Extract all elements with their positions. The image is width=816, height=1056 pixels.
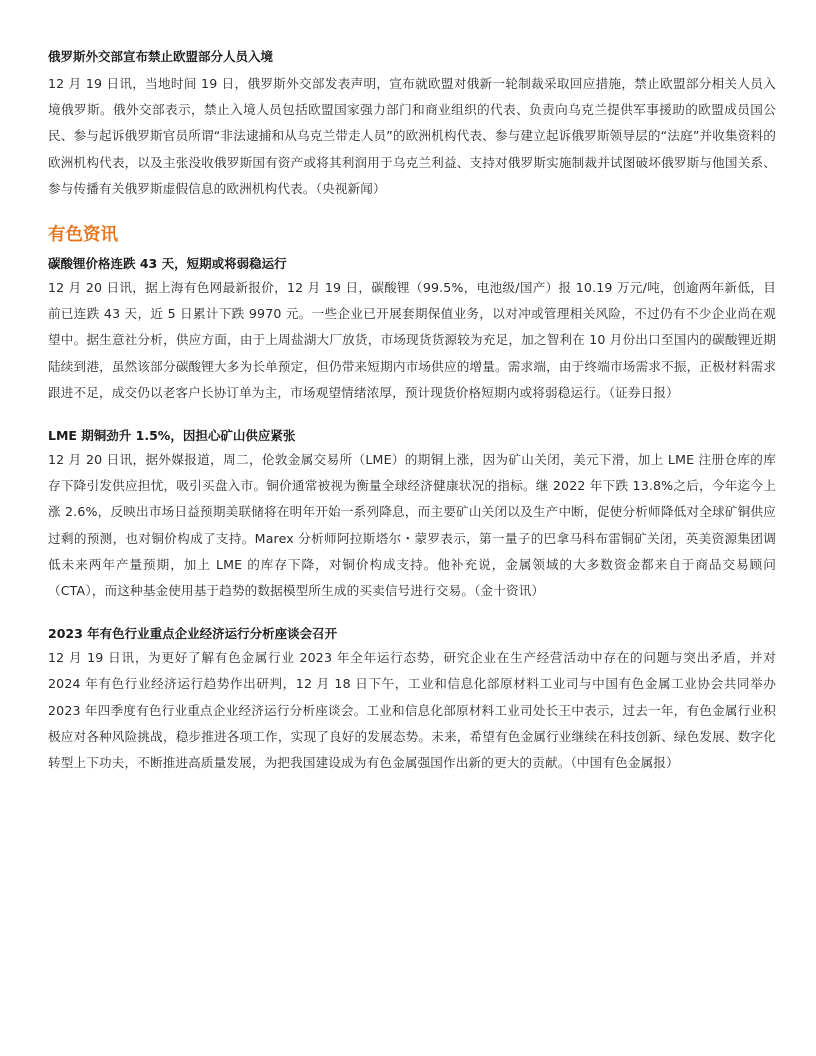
article-russia-eu-entry-ban [48,48,776,202]
article-body: 12 月 20 日讯，据外媒报道，周二，伦敦金属交易所（LME）的期铜上涨，因为矿山关闭，美元下滑，加上 LME 注册仓库的库存下降引发供应担忧，吸引买盘入市。铜价通常被视为衡量全球经济健康状况的指标。继 2022 年下跌 13.8%之后，今年迄今上涨 2.6%，反映出市场日益预期美联储将在明年开始一系列降息，而主要矿山关闭以及生产中断，促使分析师降低对全球矿铜供应过剩的预测，也对铜价构成了支持。Marex 分析师阿拉斯塔尔・蒙罗表示，第一量子的巴拿马科布雷铜矿关闭，英美资源集团调低未来两年产量预期，加上 LME 的库存下降，对铜价构成支持。他补充说，金属领域的大多数资金都来自于商品交易顾问（CTA），而这种基金使用基于趋势的数据模型所生成的买卖信号进行交易。（金十资讯） [48,452,776,599]
article-nonferrous-industry-forum [48,625,776,776]
article-title: LME 期铜劲升 1.5%，因担心矿山供应紧张 [48,428,296,444]
article-title: 碳酸锂价格连跌 43 天，短期或将弱稳运行 [48,256,287,272]
document-page [48,48,776,776]
article-title: 俄罗斯外交部宣布禁止欧盟部分人员入境 [48,49,274,64]
article-title: 2023 年有色行业重点企业经济运行分析座谈会召开 [48,626,338,642]
article-body: 12 月 20 日讯，据上海有色网最新报价，12 月 19 日，碳酸锂（99.5%，电池级/国产）报 10.19 万元/吨，创逾两年新低，目前已连跌 43 天，近 5 日累计下跌 9970 元。一些企业已开展套期保值业务，以对冲或管理相关风险，不过仍有不少企业尚在观望中。据生意社分析，供应方面，由于上周盐湖大厂放货，市场现货货源较为充足，加之智利在 10 月份出口至国内的碳酸锂近期陆续到港，虽然该部分碳酸锂大多为长单预定，但仍带来短期内市场供应的增量。需求端，由于终端市场需求不振，正极材料需求跟进不足，成交仍以老客户长协订单为主，市场观望情绪浓厚，预计现货价格短期内或将弱稳运行。（证券日报） [48,280,776,400]
article-body: 12 月 19 日讯，为更好了解有色金属行业 2023 年全年运行态势，研究企业在生产经营活动中存在的问题与突出矛盾，并对 2024 年有色行业经济运行趋势作出研判，12 月 18 日下午，工业和信息化部原材料工业司与中国有色金属工业协会共同举办 2023 年四季度有色行业重点企业经济运行分析座谈会。工业和信息化部原材料工业司处长王中表示，过去一年，有色金属行业积极应对各种风险挑战，稳步推进各项工作，实现了良好的发展态势。未来，希望有色金属行业继续在科技创新、绿色发展、数字化转型上下功夫，不断推进高质量发展，为把我国建设成为有色金属强国作出新的更大的贡献。（中国有色金属报） [48,650,776,771]
section-heading-nonferrous-news: 有色资讯 [48,225,118,246]
article-lme-copper-futures [48,427,776,604]
article-lithium-carbonate-price [48,255,776,406]
article-body: 12 月 19 日讯，当地时间 19 日，俄罗斯外交部发表声明，宣布就欧盟对俄新一轮制裁采取回应措施，禁止欧盟部分相关人员入境俄罗斯。俄外交部表示，禁止入境人员包括欧盟国家强力部门和商业组织的代表、负责向乌克兰提供军事援助的欧盟成员国公民、参与起诉俄罗斯官员所谓“非法逮捕和从乌克兰带走人员”的欧洲机构代表、参与建立起诉俄罗斯领导层的“法庭”并收集资料的欧洲机构代表，以及主张没收俄罗斯国有资产或将其利润用于乌克兰利益、支持对俄罗斯实施制裁并试图破坏俄罗斯与他国关系、参与传播有关俄罗斯虚假信息的欧洲机构代表。（央视新闻） [48,76,776,196]
